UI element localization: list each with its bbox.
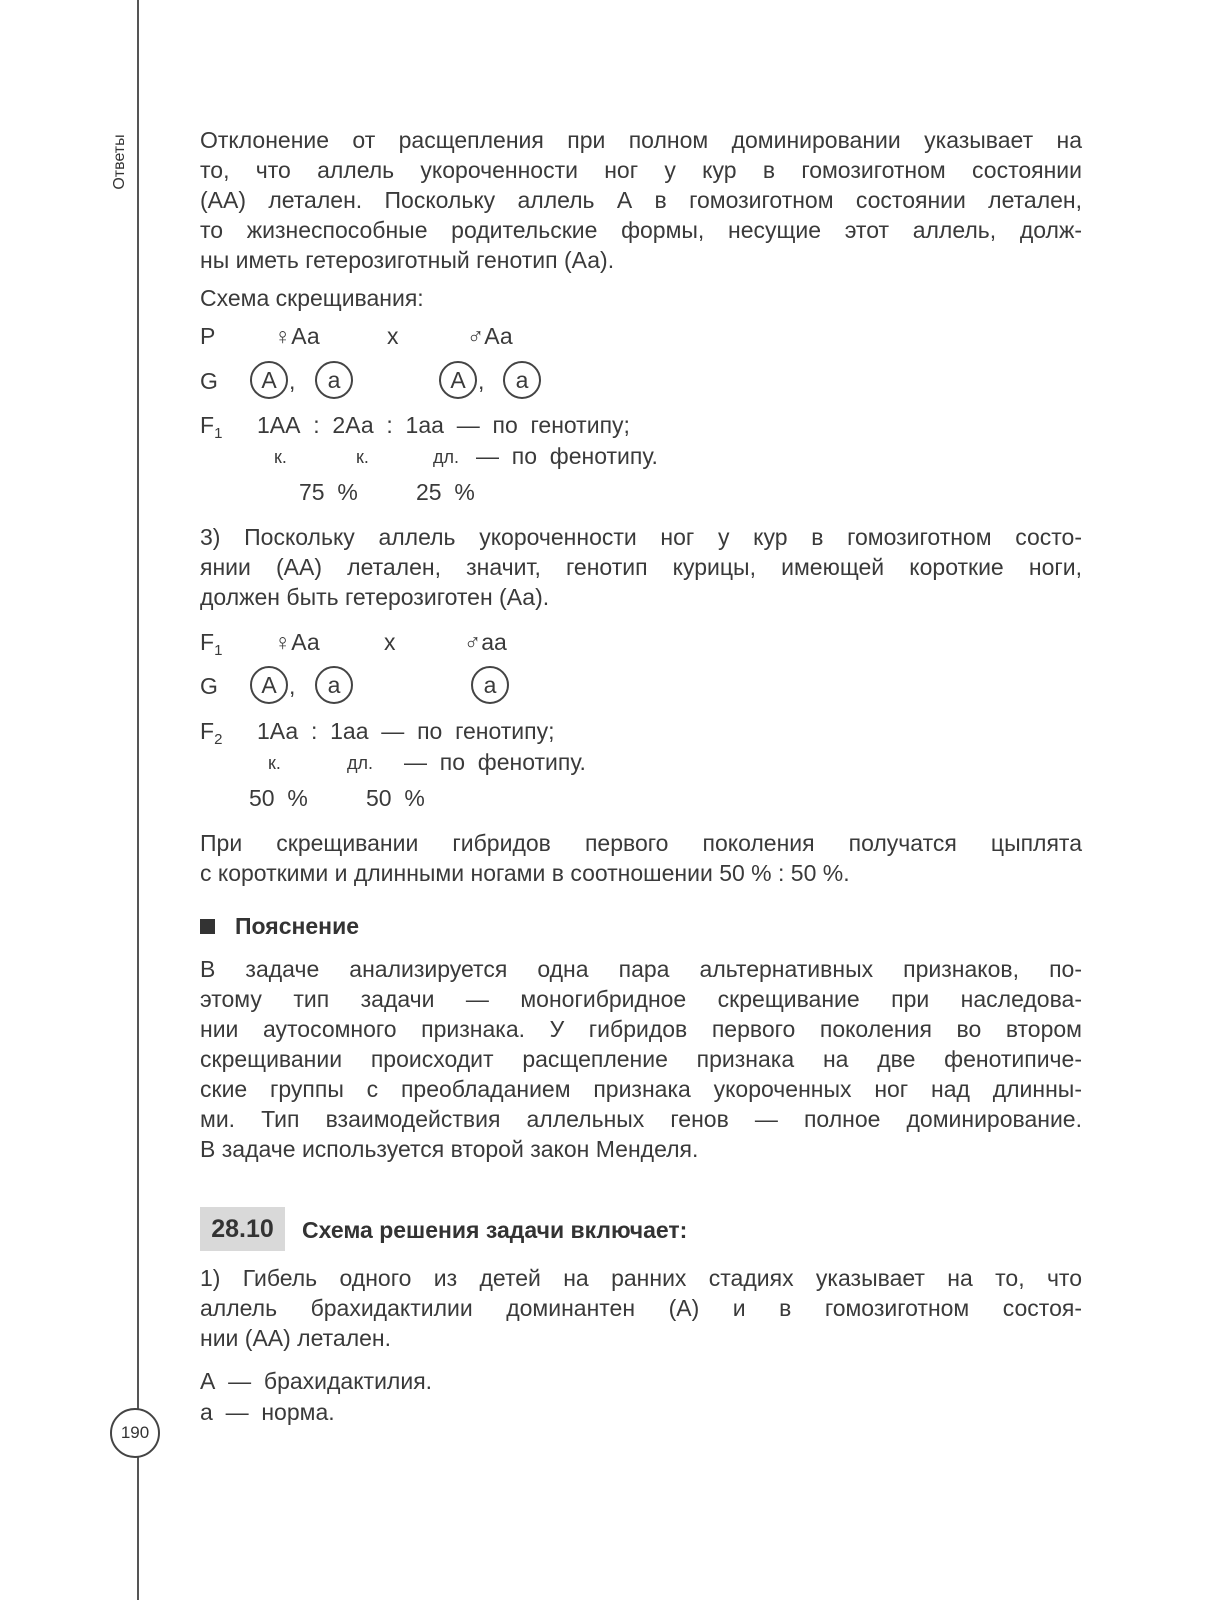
percent: 75 % [299,479,358,505]
gamete-circle: А [250,361,288,399]
text-line: янии (АА) летален, значит, генотип курицы, имеющей короткие ноги, [200,554,1082,580]
text-line: Отклонение от расщепления при полном доминировании указывает на [200,127,1082,153]
text-line: то, что аллель укороченности ног у кур в гомозиготном состоянии [200,157,1082,183]
gamete-circle: а [471,666,509,704]
percent: 50 % [249,785,308,811]
scheme-title: Схема скрещивания: [200,285,424,311]
text-line: этому тип задачи — моногибридное скрещивание при наследова- [200,986,1082,1012]
male-parent: ♂аа [464,629,507,655]
text-line: ны иметь гетерозиготный генотип (Аа). [200,247,615,273]
legend-line: а — норма. [200,1399,335,1425]
parents-label: P [200,323,216,349]
square-bullet-icon [200,919,215,934]
gamete-circle: а [315,666,353,704]
legend-line: А — брахидактилия. [200,1368,433,1394]
text-line: 1) Гибель одного из детей на ранних стадиях указывает на то, что [200,1265,1082,1291]
female-parent: ♀Аа [274,629,320,655]
intro-paragraph [200,125,1082,275]
male-parent: ♂Аа [467,323,513,349]
genotype-ratio: 1АА : 2Аа : 1аа — по генотипу; [257,412,630,438]
gamete-circle: А [439,361,477,399]
text-line: аллель брахидактилии доминантен (А) и в гомозиготном состоя- [200,1295,1082,1321]
percent: 25 % [416,479,475,505]
genotype-ratio: 1Аа : 1аа — по генотипу; [257,718,555,744]
percent: 50 % [366,785,425,811]
text-line: должен быть гетерозиготен (Аа). [200,584,550,610]
subscript: 1 [214,642,223,659]
cross-sign: х [384,629,396,655]
point-3-paragraph [200,522,1082,612]
parents-label: $F_1$ [200,629,223,659]
female-parent: ♀Аа [274,323,320,349]
explanation-heading: Пояснение [200,913,359,940]
text-line: В задаче используется второй закон Менделя. [200,1136,699,1162]
subscript: 1 [214,425,223,442]
phenotype-mark: к. [268,753,281,773]
comma: , [289,673,296,699]
conclusion-paragraph [200,828,1082,888]
gametes-label: G [200,673,218,699]
comma: , [478,368,485,394]
comma: , [289,368,296,394]
explanation-paragraph [200,954,1082,1164]
text-line: с короткими и длинными ногами в соотношении 50 % : 50 %. [200,860,850,886]
subscript: 2 [214,731,223,748]
phenotype-mark: к. [356,447,369,467]
phenotype-ratio: — по фенотипу. [404,749,586,775]
text-line: ские группы с преобладанием признака укороченных ног над длинны- [200,1076,1082,1102]
offspring-label: $F_2$ [200,718,223,748]
text-line: 3) Поскольку аллель укороченности ног у кур в гомозиготном состо- [200,524,1082,550]
margin-rule [137,0,139,1600]
phenotype-mark: дл. [433,447,460,467]
task-number: 28.10 [200,1207,285,1251]
gamete-circle: а [315,361,353,399]
page-number: 190 [110,1408,160,1458]
offspring-label: $F_1$ [200,412,223,442]
task-title: Схема решения задачи включает: [302,1217,688,1243]
phenotype-ratio: — по фенотипу. [476,443,658,469]
text-line: ми. Тип взаимодействия аллельных генов — полное доминирование. [200,1106,1082,1132]
cross-sign: х [387,323,399,349]
text-line: (АА) летален. Поскольку аллель А в гомозиготном состоянии летален, [200,187,1082,213]
gamete-circle: А [250,666,288,704]
text-line: скрещивании происходит расщепление признака на две фенотипиче- [200,1046,1082,1072]
text-line: то жизнеспособные родительские формы, несущие этот аллель, долж- [200,217,1082,243]
section-label: Ответы [111,134,128,190]
gametes-label: G [200,368,218,394]
phenotype-mark: дл. [347,753,374,773]
text-line: нии (АА) летален. [200,1325,391,1351]
task-paragraph [200,1263,1082,1353]
phenotype-mark: к. [274,447,287,467]
text-line: В задаче анализируется одна пара альтернативных признаков, по- [200,956,1082,982]
gamete-circle: а [503,361,541,399]
text-line: При скрещивании гибридов первого поколения получатся цыплята [200,830,1082,856]
text-line: нии аутосомного признака. У гибридов первого поколения во втором [200,1016,1082,1042]
